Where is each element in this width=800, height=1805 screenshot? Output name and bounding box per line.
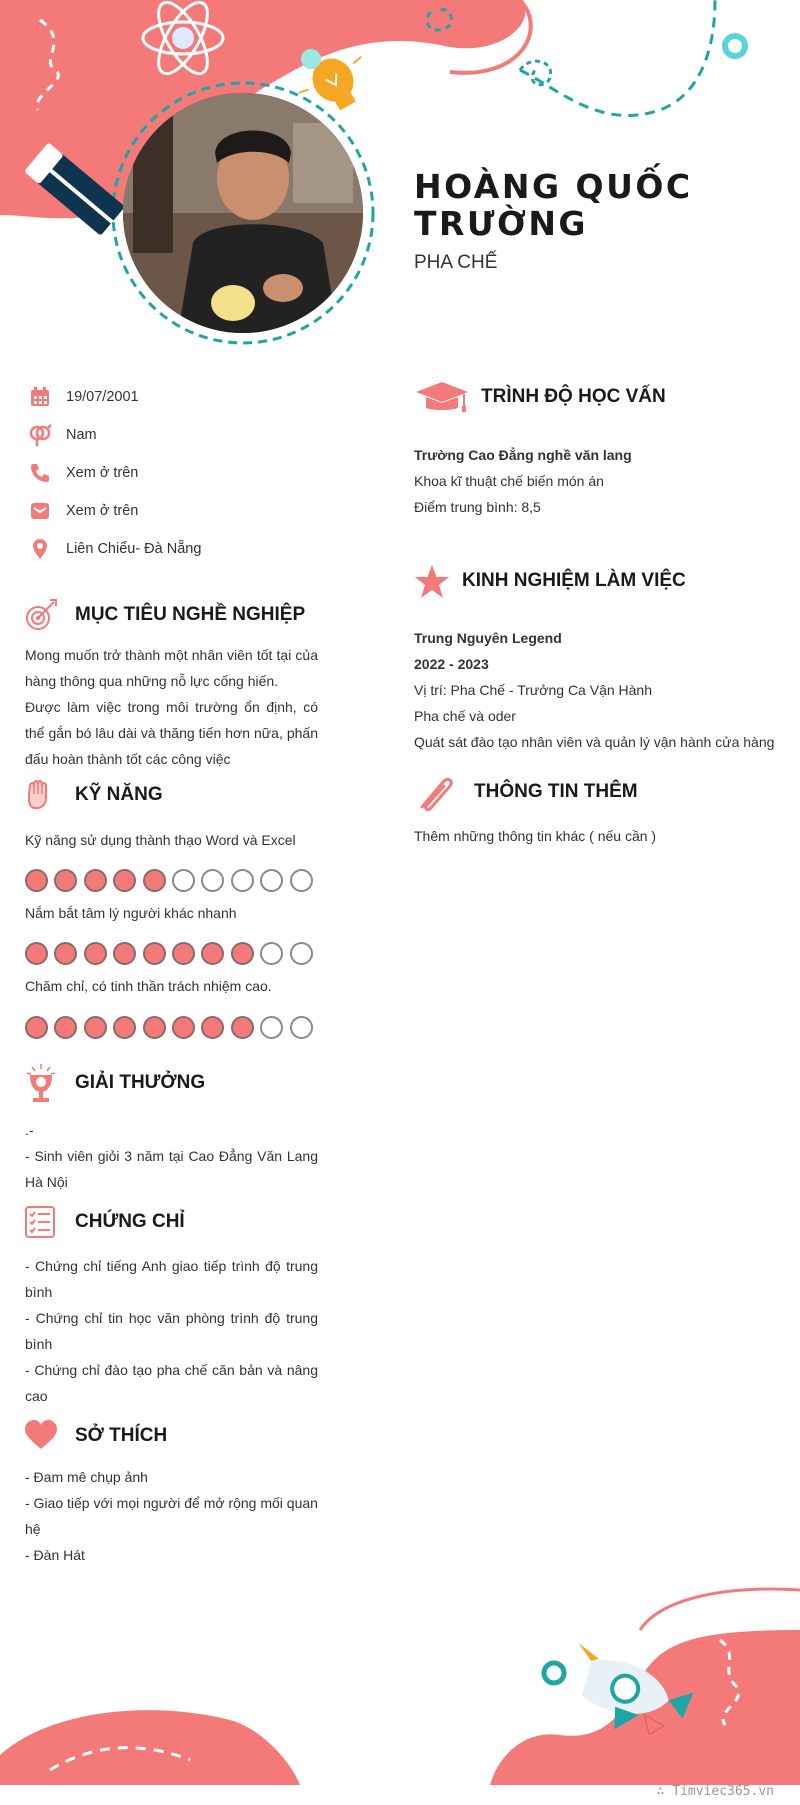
footer-decoration <box>0 1560 800 1805</box>
contact-birthday <box>28 385 348 409</box>
calendar-icon <box>28 385 52 409</box>
additional-text: Thêm những thông tin khác ( nếu cần ) <box>414 828 657 844</box>
envelope-icon <box>28 499 52 523</box>
heart-icon <box>24 1419 58 1453</box>
rating-dot-empty <box>290 942 313 965</box>
education-major: Khoa kĩ thuật chế biến món án <box>414 473 604 489</box>
certificates-text <box>25 1253 318 1409</box>
rating-dot-empty <box>260 869 283 892</box>
hobbies-text <box>25 1464 318 1568</box>
experience-period: 2022 - 2023 <box>414 656 489 672</box>
certificates-header <box>24 1205 344 1241</box>
rating-dot-filled <box>113 869 136 892</box>
phone-icon <box>28 461 52 485</box>
awards-text <box>25 1117 318 1195</box>
skill-rating <box>25 1016 325 1039</box>
education-gpa: Điểm trung bình: 8,5 <box>414 499 541 515</box>
objective-text <box>25 642 318 772</box>
rating-dot-empty <box>290 869 313 892</box>
awards-title: GIẢI THƯỞNG <box>75 1072 206 1093</box>
experience-company: Trung Nguyên Legend <box>414 630 562 646</box>
rating-dot-filled <box>113 1016 136 1039</box>
rating-dot-filled <box>231 942 254 965</box>
rating-dot-empty <box>201 869 224 892</box>
skill-rating <box>25 942 325 965</box>
certificates-title: CHỨNG CHỈ <box>75 1211 185 1232</box>
hobby-line: - Đam mê chụp ảnh <box>25 1469 148 1485</box>
experience-duty: Quát sát đào tạo nhân viên và quản lý vận hành cửa hàng <box>414 734 775 750</box>
rating-dot-filled <box>25 869 48 892</box>
address-value: Liên Chiểu- Đà Nẵng <box>66 541 202 557</box>
experience-title: KINH NGHIỆM LÀM VIỆC <box>462 570 686 591</box>
watermark: ∴ Timviec365.vn <box>656 1784 774 1799</box>
gender-value: Nam <box>66 427 97 443</box>
rating-dot-empty <box>172 869 195 892</box>
rating-dot-filled <box>172 1016 195 1039</box>
star-icon <box>414 564 450 600</box>
hobby-line: - Đàn Hát <box>25 1547 85 1563</box>
contact-address <box>28 537 348 561</box>
location-pin-icon <box>28 537 52 561</box>
target-icon <box>24 598 58 632</box>
skill-rating <box>25 869 325 892</box>
experience-header <box>414 564 774 600</box>
rating-dot-filled <box>54 1016 77 1039</box>
awards-line: - Sinh viên giỏi 3 năm tại Cao Đẳng Văn Lang Hà Nội <box>25 1148 318 1190</box>
skills-title: KỸ NĂNG <box>75 784 163 805</box>
paperclip-icon <box>414 773 458 813</box>
additional-header <box>414 773 774 809</box>
rating-dot-filled <box>143 1016 166 1039</box>
skill-label: Chăm chỉ, có tinh thần trách nhiệm cao. <box>25 978 272 994</box>
hobby-line: - Giao tiếp với mọi người để mở rộng mối quan hệ <box>25 1495 318 1537</box>
email-value: Xem ở trên <box>66 503 139 519</box>
rating-dot-filled <box>113 942 136 965</box>
rating-dot-empty <box>290 1016 313 1039</box>
trophy-icon <box>24 1062 58 1104</box>
checklist-icon <box>24 1205 58 1239</box>
rating-dot-filled <box>54 869 77 892</box>
rating-dot-filled <box>231 1016 254 1039</box>
education-header <box>414 380 774 416</box>
experience-duty: Pha chế và oder <box>414 708 516 724</box>
rating-dot-empty <box>260 942 283 965</box>
rating-dot-filled <box>25 1016 48 1039</box>
objective-title: MỤC TIÊU NGHỀ NGHIỆP <box>75 604 306 625</box>
rating-dot-filled <box>84 1016 107 1039</box>
certificate-line: - Chứng chỉ tin học văn phòng trình độ trung bình <box>25 1310 318 1352</box>
fist-icon <box>24 778 58 812</box>
rating-dot-filled <box>54 942 77 965</box>
rating-dot-filled <box>84 942 107 965</box>
gender-icon <box>28 423 52 447</box>
rating-dot-filled <box>201 942 224 965</box>
contact-phone <box>28 461 348 485</box>
awards-header <box>24 1062 344 1098</box>
certificate-line: - Chứng chỉ tiếng Anh giao tiếp trình độ trung bình <box>25 1258 318 1300</box>
additional-title: THÔNG TIN THÊM <box>474 781 638 802</box>
job-title: PHA CHẾ <box>414 252 498 273</box>
skill-label: Nắm bắt tâm lý người khác nhanh <box>25 905 237 921</box>
rating-dot-empty <box>231 869 254 892</box>
rating-dot-filled <box>201 1016 224 1039</box>
skills-header <box>24 778 344 814</box>
rating-dot-filled <box>84 869 107 892</box>
education-title: TRÌNH ĐỘ HỌC VẤN <box>481 386 666 407</box>
certificate-line: - Chứng chỉ đào tạo pha chế căn bản và nâng cao <box>25 1362 318 1404</box>
rating-dot-filled <box>143 869 166 892</box>
skill-label: Kỹ năng sử dụng thành thạo Word và Excel <box>25 832 296 848</box>
contact-gender <box>28 423 348 447</box>
birthday-value: 19/07/2001 <box>66 389 139 405</box>
rating-dot-filled <box>25 942 48 965</box>
rating-dot-filled <box>172 942 195 965</box>
experience-text <box>414 625 784 755</box>
profile-photo <box>123 93 363 333</box>
candidate-name: HOÀNG QUỐC TRƯỜNG <box>414 167 693 243</box>
experience-position: Vị trí: Pha Chế - Trưởng Ca Vận Hành <box>414 682 652 698</box>
objective-line: Được làm việc trong môi trường ổn định, có thể gắn bó lâu dài và thăng tiến hơn nữa, phấn đấu hoàn thành tốt các công việc <box>25 699 318 767</box>
contact-email <box>28 499 348 523</box>
graduation-cap-icon <box>414 380 470 416</box>
phone-value: Xem ở trên <box>66 465 139 481</box>
awards-line: .- <box>25 1122 34 1138</box>
rating-dot-filled <box>143 942 166 965</box>
hobbies-title: SỞ THÍCH <box>75 1425 168 1446</box>
objective-line: Mong muốn trở thành một nhân viên tốt tại của hàng thông qua những nỗ lực cống hiến. <box>25 647 318 689</box>
education-school: Trường Cao Đẳng nghề văn lang <box>414 447 632 463</box>
rating-dot-empty <box>260 1016 283 1039</box>
hobbies-header <box>24 1419 344 1455</box>
education-text <box>414 442 774 520</box>
objective-header <box>24 598 344 634</box>
